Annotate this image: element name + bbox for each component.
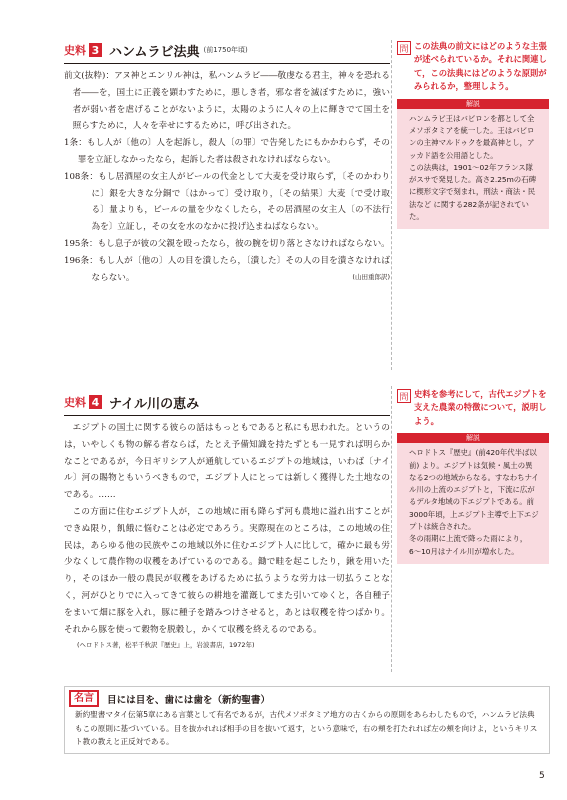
explanation-body: [397, 443, 549, 564]
source-title: ナイル川の恵み: [109, 396, 200, 412]
body-paragraph: エジプトの国土に関する彼らの話はもっともであると私にも思われた。というのは，いやしくも物の解る者ならば，たとえ予備知識を持たずとも一見すれば明らかなことであるが，今日ギリシア人が通航しているエジプトの地域は，いわば〔ナイル〕河の賜物ともいうべきもので，エジプト人にとっては新しく獲得した土地なのである。……: [64, 423, 390, 501]
body-paragraph: この方面に住むエジプト人が，この地域に雨も降らず河も農地に溢れ出すことができぬ限り，飢餓に悩むことは必定であろう。実際現在のところは，この地域の住民は，あらゆる他の民族やこの地域以外に住むエジプト人に比して，確かに最も労少なくして農作物の収穫をあげているのである。鋤で畦を起こしたり，鍬を用いたり，そのほか一般の農民が収穫をあげるために払うような労力は一切払うことなく，河がひとりでに入ってきて彼らの耕地を灌漑してまた引いてゆくと，各自種子をまいて畑に豚を入れ，豚に種子を踏みつけさせると，あとは収穫を待つばかり。それから豚を使って穀物を脱穀し，かくて収穫を終えるのである。: [64, 506, 390, 635]
source-date: (前1750年頃): [203, 46, 248, 54]
question-box: [397, 388, 549, 428]
sidebar-question-1: [397, 40, 549, 229]
column-divider-middle: [391, 386, 392, 672]
source-label: 史料: [64, 396, 86, 409]
question-box: [397, 40, 549, 94]
explanation-body: [397, 109, 549, 230]
source-3-section: [64, 40, 390, 281]
source-label: 史料: [64, 44, 86, 57]
source-3-header: [64, 40, 390, 60]
explanation-paragraph: 冬の雨期に上流で降った雨により，6〜10月はナイル川が増水した。: [409, 534, 528, 556]
sidebar-question-2: [397, 388, 549, 564]
preamble-paragraph: 前文(抜粋)：アヌ神とエンリル神は，私ハンムラビ――敬虔なる君主，神々を恐れる者――を，国土に正義を顕わすために，悪しき者，邪な者を滅ぼすために，強い者が弱い者を虐げることがないように，太陽のように人々の上に輝きでて国土を照らすために，人々を幸せにするために，呼び出された。: [64, 71, 390, 132]
column-divider-top: [391, 40, 392, 370]
explanation-paragraph: ハンムラビ王はバビロンを都として全メソポタミアを統一した。王はバビロンの主神マルドゥクを最高神とし，アッカド語を公用語とした。: [409, 113, 535, 160]
question-icon: 問: [397, 41, 411, 55]
article-196: 196条：もし人が〔他の〕人の目を潰したら，〔潰した〕その人の目を潰さなければならない。: [64, 255, 390, 283]
explanation-header: 解説: [397, 433, 549, 443]
explanation-header: 解説: [397, 99, 549, 109]
source-title: ハンムラビ法典: [109, 44, 200, 60]
translator-credit: (山田重郎訳): [352, 273, 390, 282]
quote-text: 新約聖書マタイ伝第5章にある言葉として有名であるが，古代メソポタミア地方の古くからの原則をあらわしたもので，ハンムラビ法典もこの原則に基づいている。目を抜かれれば相手の目を抜いて返す，という意味で，右の頬を打たれれば左の頬を向けよ，というキリスト教の教えと正反対である。: [75, 710, 538, 746]
source-credit: (ヘロドトス著，松平千秋訳『歴史』上，岩波書店，1972年): [77, 641, 255, 650]
question-text: この法典の前文にはどのような主張が述べられているか。それに関連して，この法典にはどのような原則がみられるか，整理しよう。: [414, 41, 547, 92]
question-icon: 問: [397, 389, 411, 403]
quote-header: [65, 687, 549, 707]
famous-quote-box: [64, 686, 550, 754]
question-text: 史料を参考にして，古代エジプトを支えた農業の特徴について，説明しよう。: [414, 389, 547, 426]
source-divider: [64, 63, 390, 64]
explanation-paragraph: ヘロドトス『歴史』(前420年代半ば以前) より。エジプトは気候・風土の異なる2つの地域からなる。すなわちナイル川の上流のエジプトと，下流に広がるデルタ地域の下エジプトである。前3000年頃，上エジプト主導で上下エジプトは統合された。: [409, 448, 539, 531]
source-number-badge: 4: [89, 395, 102, 409]
source-4-header: [64, 392, 390, 412]
source-4-section: [64, 392, 390, 649]
source-number-badge: 3: [89, 43, 102, 57]
source-divider: [64, 415, 390, 416]
explanation-paragraph: この法典は，1901〜02年フランス隊がスサで発見した。高さ2.25mの石碑に楔形文字で刻まれ，刑法・商法・民法など に関する282条が記されていた。: [409, 162, 536, 221]
article-1: 1条：もし人が〔他の〕人を起訴し，殺人〔の罪〕で告発したにもかかわらず，その罪を立証しなかったなら，起訴した者は殺されなければならない。: [64, 138, 390, 165]
page-number: 5: [539, 771, 545, 781]
article-108: 108条：もし居酒屋の女主人がビールの代金として大麦を受け取らず，〔そのかわりに〕銀を大きな分銅で〔はかって〕受け取り，〔その結果〕大麦〔で受け取る〕量よりも，ビールの量を少なくしたら，その居酒屋の女主人〔の不法行為を〕立証し，その女を水のなかに投げ込まねばならない。: [64, 171, 390, 233]
quote-title: 目には目を、歯には歯を（新約聖書）: [107, 694, 271, 706]
quote-tag: 名言: [69, 690, 99, 707]
article-195: 195条：もし息子が彼の父親を殴ったなら，彼の腕を切り落とさなければならない。: [64, 238, 390, 249]
